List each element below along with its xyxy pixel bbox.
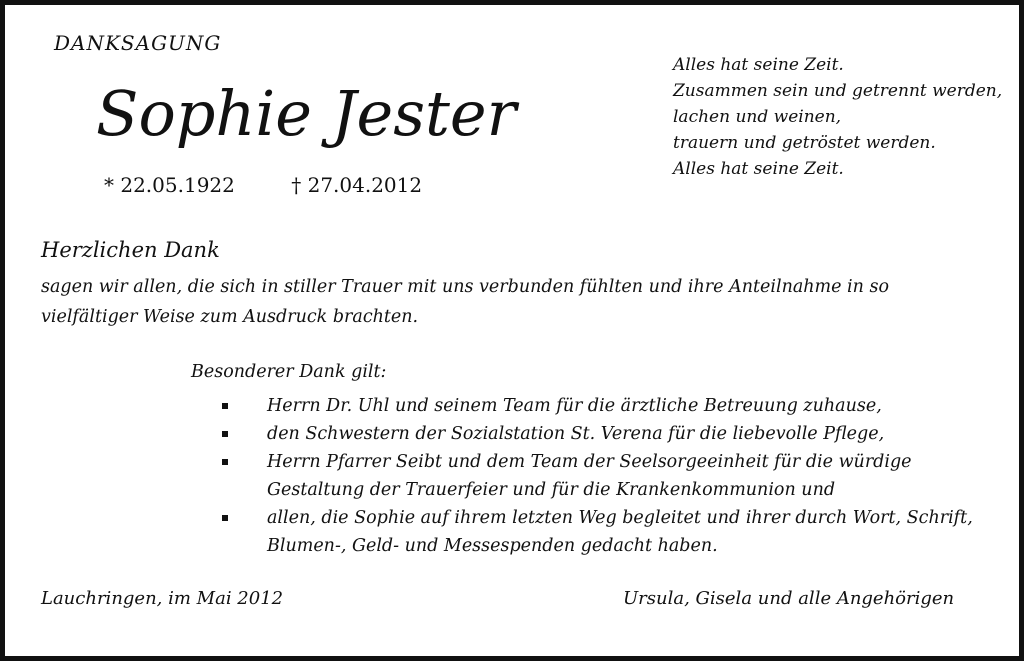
special-thanks-heading: Besonderer Dank gilt: [191,362,387,382]
thanks-title: Herzlichen Dank [41,238,220,262]
list-item [222,392,1002,420]
list-item-text: allen, die Sophie auf ihrem letzten Weg begleitet und ihrer durch Wort, Schrift, Blumen-, Geld- und Messespenden gedacht haben. [267,508,973,556]
bullet-icon [222,515,228,521]
special-thanks-list [222,392,1002,560]
signature: Ursula, Gisela und alle Angehörigen [623,588,955,609]
deceased-name: Sophie Jester [96,77,517,150]
list-item [222,448,1002,504]
poem-line: Zusammen sein und getrennt werden, [673,81,1003,101]
life-dates [104,173,422,197]
birth-date: * 22.05.1922 [104,173,235,197]
place-and-date: Lauchringen, im Mai 2012 [41,588,284,609]
poem-line: lachen und weinen, [673,107,842,127]
poem [673,52,1002,182]
list-item-text: Herrn Dr. Uhl und seinem Team für die ärztliche Betreuung zuhause, [267,396,882,416]
notice-heading: DANKSAGUNG [54,31,222,55]
poem-line: Alles hat seine Zeit. [673,159,844,179]
poem-line: trauern und getröstet werden. [673,133,936,153]
bullet-icon [222,459,228,465]
list-item [222,420,1002,448]
thanks-paragraph: sagen wir allen, die sich in stiller Trauer mit uns verbunden fühlten und ihre Anteilnahme in so vielfältiger Weise zum Ausdruck brachten. [41,277,890,327]
list-item [222,504,1002,560]
poem-line: Alles hat seine Zeit. [673,55,844,75]
bullet-icon [222,403,228,409]
list-item-text: Herrn Pfarrer Seibt und dem Team der Seelsorgeeinheit für die würdige Gestaltung der Trauerfeier und für die Krankenkommunion und [267,452,912,500]
list-item-text: den Schwestern der Sozialstation St. Verena für die liebevolle Pflege, [267,424,885,444]
bullet-icon [222,431,228,437]
death-date: † 27.04.2012 [291,173,423,197]
